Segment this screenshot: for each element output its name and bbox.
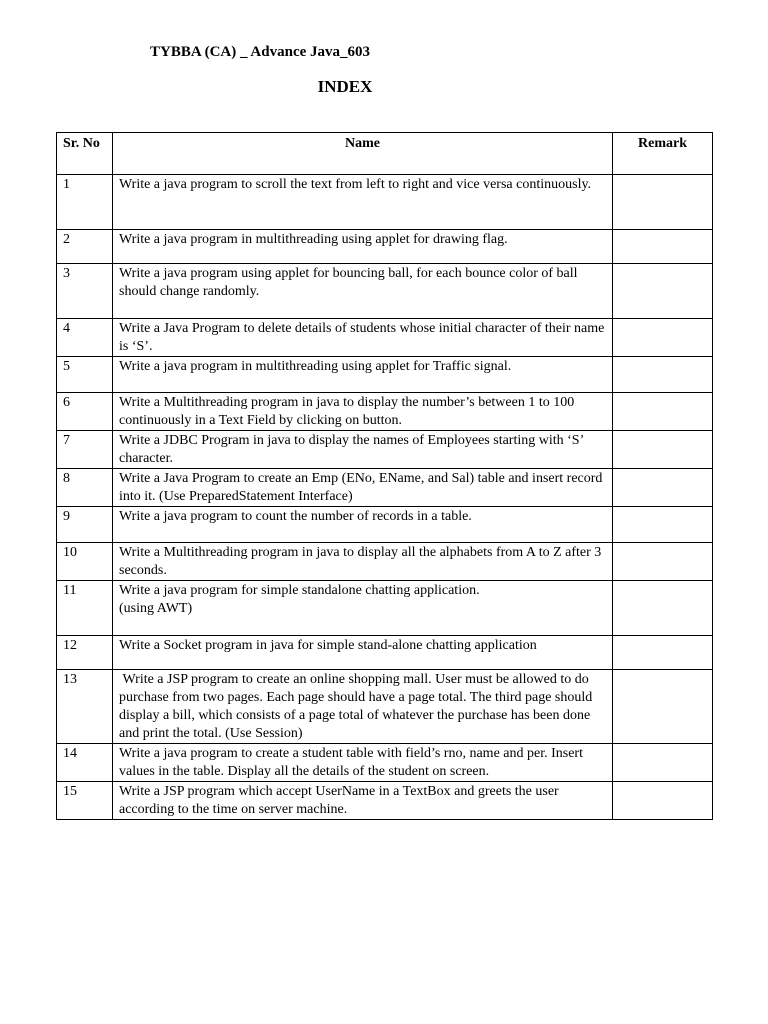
name-cell: Write a JSP program which accept UserName in a TextBox and greets the user according to the time on server machine. — [113, 782, 613, 820]
remark-cell — [613, 636, 713, 670]
table-row — [57, 175, 713, 230]
sr-no-cell: 11 — [57, 581, 113, 636]
name-cell: Write a Multithreading program in java to display all the alphabets from A to Z after 3 seconds. — [113, 543, 613, 581]
table-header-row — [57, 133, 713, 175]
remark-cell — [613, 744, 713, 782]
table-row — [57, 670, 713, 744]
sr-no-cell: 10 — [57, 543, 113, 581]
column-header-name: Name — [113, 133, 613, 175]
remark-cell — [613, 581, 713, 636]
name-cell: Write a java program using applet for bouncing ball, for each bounce color of ball should change randomly. — [113, 264, 613, 319]
remark-cell — [613, 230, 713, 264]
table-row — [57, 230, 713, 264]
name-cell: Write a java program to count the number of records in a table. — [113, 507, 613, 543]
table-row — [57, 393, 713, 431]
sr-no-cell: 12 — [57, 636, 113, 670]
table-row — [57, 782, 713, 820]
name-cell: Write a Java Program to create an Emp (ENo, EName, and Sal) table and insert record into it. (Use PreparedStatement Interface) — [113, 469, 613, 507]
sr-no-cell: 3 — [57, 264, 113, 319]
sr-no-cell: 1 — [57, 175, 113, 230]
remark-cell — [613, 670, 713, 744]
page-title: INDEX — [317, 77, 373, 96]
sr-no-cell: 14 — [57, 744, 113, 782]
name-cell: Write a Multithreading program in java to display the number’s between 1 to 100 continuously in a Text Field by clicking on button. — [113, 393, 613, 431]
sr-no-cell: 9 — [57, 507, 113, 543]
name-cell: Write a JDBC Program in java to display the names of Employees starting with ‘S’ character. — [113, 431, 613, 469]
name-cell: Write a java program to scroll the text from left to right and vice versa continuously. — [113, 175, 613, 230]
sr-no-cell: 15 — [57, 782, 113, 820]
name-cell: Write a Java Program to delete details of students whose initial character of their name is ‘S’. — [113, 319, 613, 357]
remark-cell — [613, 543, 713, 581]
table-row — [57, 469, 713, 507]
remark-cell — [613, 507, 713, 543]
remark-cell — [613, 469, 713, 507]
sr-no-cell: 7 — [57, 431, 113, 469]
remark-cell — [613, 357, 713, 393]
course-heading: TYBBA (CA) _ Advance Java_603 — [150, 44, 371, 60]
sr-no-cell: 8 — [57, 469, 113, 507]
table-row — [57, 357, 713, 393]
table-row — [57, 581, 713, 636]
remark-cell — [613, 431, 713, 469]
remark-cell — [613, 319, 713, 357]
remark-cell — [613, 264, 713, 319]
sr-no-cell: 6 — [57, 393, 113, 431]
column-header-remark: Remark — [613, 133, 713, 175]
table-row — [57, 543, 713, 581]
table-row — [57, 264, 713, 319]
table-row — [57, 431, 713, 469]
sr-no-cell: 2 — [57, 230, 113, 264]
name-cell: Write a java program in multithreading using applet for drawing flag. — [113, 230, 613, 264]
column-header-sr-no: Sr. No — [57, 133, 113, 175]
remark-cell — [613, 393, 713, 431]
table-row — [57, 319, 713, 357]
index-table — [56, 132, 713, 820]
remark-cell — [613, 175, 713, 230]
sr-no-cell: 4 — [57, 319, 113, 357]
table-row — [57, 744, 713, 782]
name-cell: Write a JSP program to create an online shopping mall. User must be allowed to do purchase from two pages. Each page should have a page total. The third page should display a bill, which consists of a page total of whatever the purchase has been done and print the total. (Use Session) — [113, 670, 613, 744]
name-cell: Write a java program for simple standalone chatting application. (using AWT) — [113, 581, 613, 636]
name-cell: Write a java program to create a student table with field’s rno, name and per. Insert values in the table. Display all the details of the student on screen. — [113, 744, 613, 782]
table-row — [57, 636, 713, 670]
name-cell: Write a Socket program in java for simple stand-alone chatting application — [113, 636, 613, 670]
remark-cell — [613, 782, 713, 820]
table-body — [57, 175, 713, 820]
name-cell: Write a java program in multithreading using applet for Traffic signal. — [113, 357, 613, 393]
table-row — [57, 507, 713, 543]
sr-no-cell: 13 — [57, 670, 113, 744]
sr-no-cell: 5 — [57, 357, 113, 393]
